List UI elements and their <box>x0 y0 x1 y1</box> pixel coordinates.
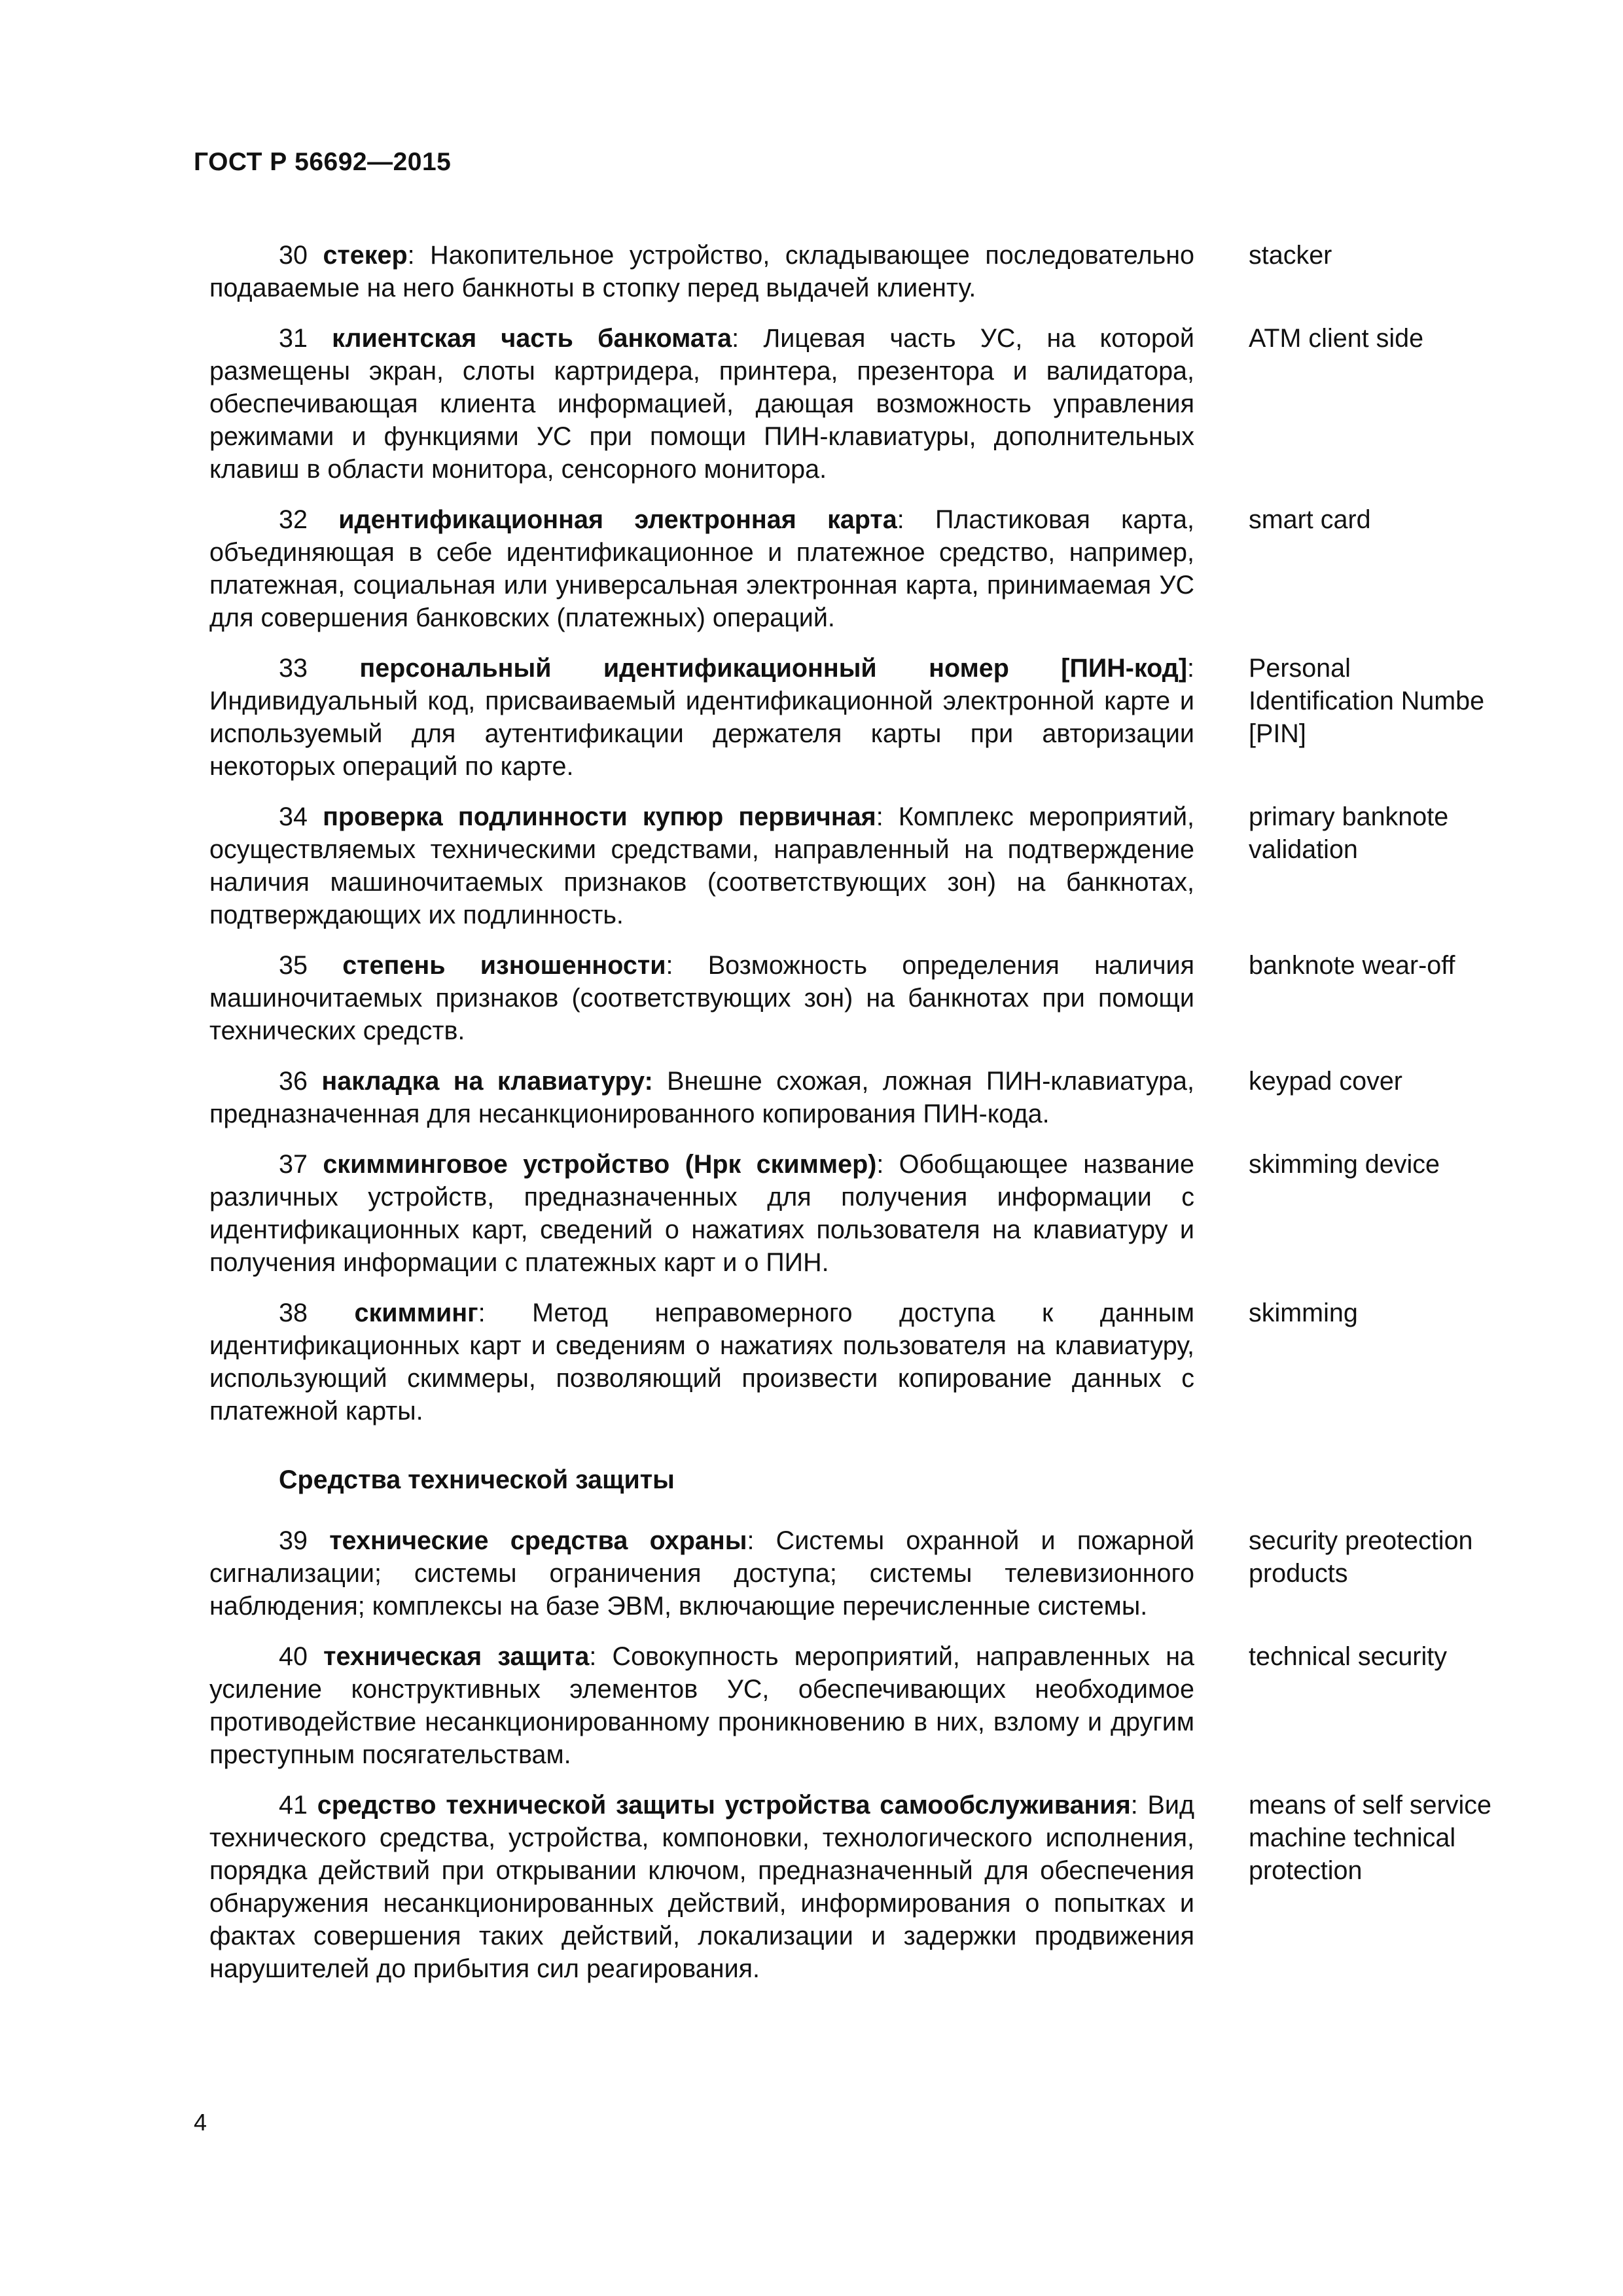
term-definition <box>209 322 1194 486</box>
term-definition-text: Вид технического средства, устройства, компоновки, технологического исполнения, порядка действий при открывании ключом, предназначенный для обеспечения обнаружения несанкционированных действий, информирования о попытках и фактах совершения таких действий, локализации и задержки продвижения нарушителей до прибытия сил реагирования. <box>209 1791 1194 1983</box>
term-definition <box>209 652 1194 783</box>
term-entry <box>209 1524 1525 1623</box>
english-equivalent: smart card <box>1249 505 1371 534</box>
term-definition <box>209 949 1194 1047</box>
term-separator: : <box>876 1150 884 1179</box>
term-number: 30 <box>279 241 308 270</box>
term-entry <box>209 652 1525 783</box>
term-definition-text: Лицевая часть УС, на которой размещены экран, слоты картридера, принтера, презентора и валидатора, обеспечивающая клиента информацией, дающая возможность управления режимами и функциями УС при помощи ПИН-клавиатуры, дополнительных клавиш в области монитора, сенсорного монитора. <box>209 324 1194 484</box>
term-entry <box>209 1065 1525 1130</box>
term-definition <box>209 1065 1194 1130</box>
section-heading: Средства технической защиты <box>279 1465 675 1494</box>
english-equivalent: means of self service machine technical protection <box>1249 1791 1492 1885</box>
term-separator: : <box>1187 654 1194 683</box>
english-equivalent: keypad cover <box>1249 1067 1402 1096</box>
term-definition <box>209 1524 1194 1623</box>
term-definition <box>209 1640 1194 1771</box>
term-entry <box>209 1789 1525 1985</box>
term-separator: : <box>876 802 883 831</box>
term-name: стекер <box>323 241 408 270</box>
term-definition <box>209 1789 1194 1985</box>
term-definition <box>209 503 1194 634</box>
term-definition <box>209 1297 1194 1427</box>
term-number: 34 <box>279 802 308 831</box>
term-separator: : <box>1130 1791 1138 1820</box>
term-name: техническая защита <box>323 1642 590 1671</box>
term-number: 36 <box>279 1067 308 1096</box>
term-definition-text: Совокупность мероприятий, направленных на усиление конструктивных элементов УС, обеспечивающих необходимое противодействие несанкционированному проникновению в них, взлому и другим преступным посягательствам. <box>209 1642 1194 1769</box>
english-equivalent: security preotection products <box>1249 1526 1473 1588</box>
term-entries-group-a <box>209 239 1525 1427</box>
term-number: 39 <box>279 1526 308 1555</box>
english-equivalent: stacker <box>1249 241 1332 270</box>
term-entry <box>209 800 1525 931</box>
term-number: 31 <box>279 324 308 353</box>
term-number: 37 <box>279 1150 308 1179</box>
term-definition-text: Внешне схожая, ложная ПИН-клавиатура, предназначенная для несанкционированного копирования ПИН-кода. <box>209 1067 1194 1128</box>
term-separator: : <box>666 951 673 980</box>
english-equivalent: technical security <box>1249 1642 1447 1671</box>
english-equivalent: primary banknote validation <box>1249 802 1449 864</box>
term-definition-text: Системы охранной и пожарной сигнализации; системы ограничения доступа; системы телевизионного наблюдения; комплексы на базе ЭВМ, включающие перечисленные системы. <box>209 1526 1194 1621</box>
term-definition <box>209 1148 1194 1279</box>
english-equivalent: skimming <box>1249 1299 1358 1327</box>
term-name: проверка подлинности купюр первичная <box>323 802 876 831</box>
term-name: степень изношенности <box>342 951 666 980</box>
term-entry <box>209 503 1525 634</box>
english-equivalent: Personal Identification Numbe [PIN] <box>1249 654 1485 748</box>
document-header: ГОСТ Р 56692—2015 <box>194 148 452 176</box>
term-name: скимминг <box>354 1299 478 1327</box>
term-name: идентификационная электронная карта <box>338 505 897 534</box>
english-equivalent: banknote wear-off <box>1249 951 1455 980</box>
term-separator: : <box>589 1642 597 1671</box>
term-definition-text: Метод неправомерного доступа к данным идентификационных карт и сведениям о нажатиях пользователя на клавиатуру, использующий скиммеры, позволяющий произвести копирование данных с платежной карты. <box>209 1299 1194 1426</box>
term-name: клиентская часть банкомата <box>332 324 732 353</box>
term-name: средство технической защиты устройства самообслуживания <box>317 1791 1131 1820</box>
term-number: 41 <box>279 1791 308 1820</box>
term-name: скимминговое устройство (Нрк скиммер) <box>323 1150 877 1179</box>
term-definition-text: Возможность определения наличия машиночитаемых признаков (соответствующих зон) на банкнотах при помощи технических средств. <box>209 951 1194 1045</box>
term-separator: : <box>732 324 740 353</box>
term-entry <box>209 1297 1525 1427</box>
term-number: 32 <box>279 505 308 534</box>
term-name: накладка на клавиатуру: <box>321 1067 653 1096</box>
page-number: 4 <box>194 2109 207 2136</box>
term-definition-text: Накопительное устройство, складывающее последовательно подаваемые на него банкноты в стопку перед выдачей клиенту. <box>209 241 1195 302</box>
english-equivalent: skimming device <box>1249 1150 1440 1179</box>
term-name: персональный идентификационный номер [ПИН-код] <box>359 654 1188 683</box>
term-separator: : <box>407 241 415 270</box>
term-entry <box>209 322 1525 486</box>
english-equivalent: ATM client side <box>1249 324 1424 353</box>
term-definition-text: Индивидуальный код, присваиваемый идентификационной электронной карте и используемый для аутентификации держателя карты при авторизации некоторых операций по карте. <box>209 687 1194 781</box>
term-entry <box>209 239 1525 304</box>
term-entry <box>209 949 1525 1047</box>
term-definition <box>209 239 1194 304</box>
term-number: 35 <box>279 951 308 980</box>
term-definition-text: Комплекс мероприятий, осуществляемых техническими средствами, направленный на подтверждение наличия машиночитаемых признаков (соответствующих зон) на банкнотах, подтверждающих их подлинность. <box>209 802 1195 929</box>
term-separator: : <box>478 1299 486 1327</box>
term-entry <box>209 1148 1525 1279</box>
term-entries-group-b <box>209 1524 1525 1985</box>
term-definition-text: Обобщающее название различных устройств, предназначенных для получения информации с идентификационных карт, сведений о нажатиях пользователя на клавиатуру и получения информации с платежных карт и о ПИН. <box>209 1150 1194 1277</box>
term-definition-text: Пластиковая карта, объединяющая в себе идентификационное и платежное средство, например, платежная, социальная или универсальная электронная карта, принимаемая УС для совершения банковских (платежных) операций. <box>209 505 1194 632</box>
term-definition <box>209 800 1194 931</box>
term-number: 38 <box>279 1299 308 1327</box>
term-name: технические средства охраны <box>329 1526 747 1555</box>
term-number: 33 <box>279 654 308 683</box>
term-separator: : <box>747 1526 755 1555</box>
terms-list <box>209 239 1525 2003</box>
term-number: 40 <box>279 1642 308 1671</box>
term-separator: : <box>897 505 904 534</box>
term-entry <box>209 1640 1525 1771</box>
